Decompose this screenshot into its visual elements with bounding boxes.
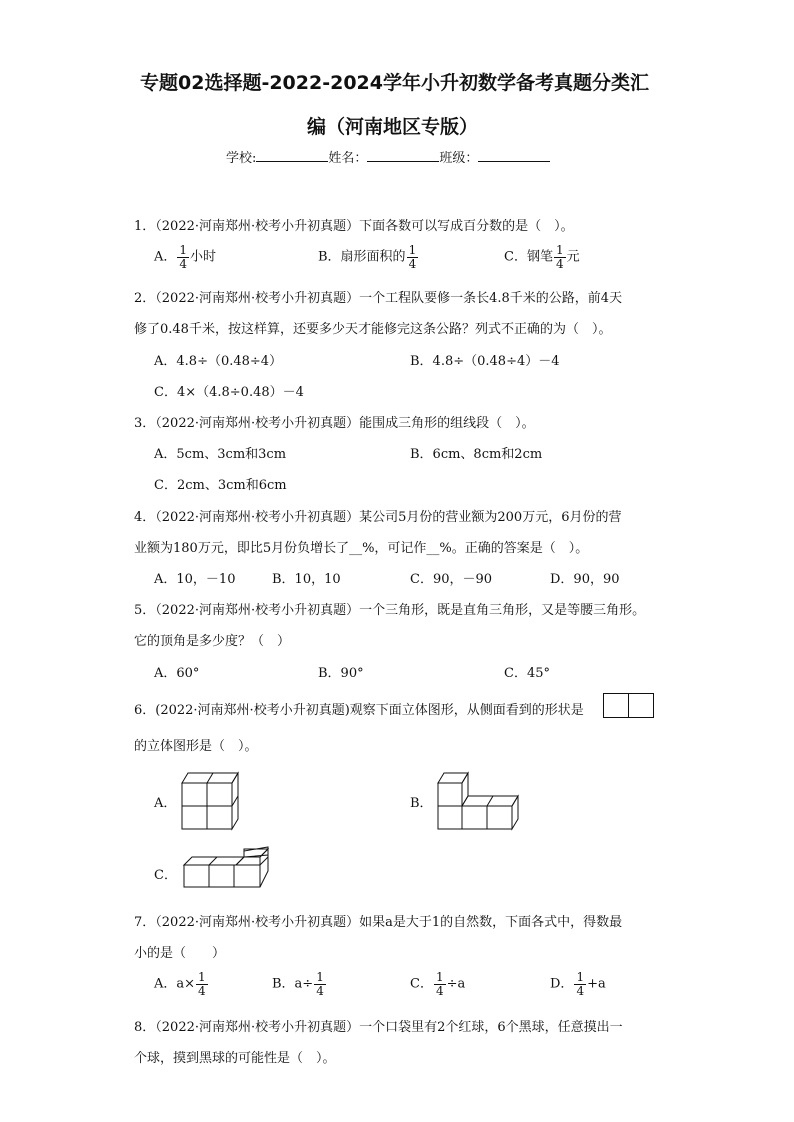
side-view-two-squares-figure (603, 693, 655, 719)
question-8-stem-line-2: 个球，摸到黑球的可能性是（ ）。 (134, 1051, 336, 1066)
question-7-option-d[interactable]: D． $\frac{1}{4}$ +a (550, 970, 606, 998)
name-blank[interactable] (367, 149, 439, 162)
question-4-stem-line-1: 4．（2022·河南郑州·校考小升初真题）某公司5月份的营业额为200万元，6月份的营 (134, 510, 622, 525)
class-label: 班级： (439, 151, 479, 166)
title-line-1: 专题02选择题-2022-2024学年小升初数学备考真题分类汇 (140, 72, 649, 94)
school-blank[interactable] (256, 149, 328, 162)
name-label: 姓名： (328, 151, 368, 166)
question-2-option-c[interactable]: C．4×（4.8÷0.48）－4 (154, 385, 304, 400)
question-7-stem-line-2: 小的是（ ） (134, 946, 226, 961)
cube-figure-c[interactable] (182, 845, 276, 891)
question-5-option-a[interactable]: A．60° (154, 666, 200, 681)
question-2-option-a[interactable]: A．4.8÷（0.48÷4） (154, 354, 283, 369)
question-1-option-b[interactable]: B．扇形面积的 $\frac{1}{4}$ (318, 243, 417, 271)
question-1-stem: 1．（2022·河南郑州·校考小升初真题）下面各数可以写成百分数的是（ ）。 (134, 219, 574, 234)
question-3-option-c[interactable]: C．2cm、3cm和6cm (154, 478, 287, 493)
question-6-option-a[interactable]: A． (154, 796, 177, 811)
question-1-option-a[interactable]: A． $\frac{1}{4}$ 小时 (154, 243, 217, 271)
school-label: 学校: (226, 151, 257, 166)
question-7-stem-line-1: 7．（2022·河南郑州·校考小升初真题）如果a是大于1的自然数，下面各式中，得数最 (134, 915, 623, 930)
question-4-option-c[interactable]: C．90，－90 (410, 572, 493, 587)
cube-figure-b[interactable] (436, 771, 526, 831)
question-5-stem-line-2: 它的顶角是多少度？（ ） (134, 634, 291, 649)
question-6-stem-line-1: 6．(2022·河南郑州·校考小升初真题)观察下面立体图形，从侧面看到的形状是 (134, 703, 584, 718)
question-2-option-b[interactable]: B．4.8÷（0.48÷4）－4 (410, 354, 560, 369)
question-2-stem-line-2: 修了0.48千米，按这样算，还要多少天才能修完这条公路？列式不正确的为（ ）。 (134, 322, 612, 337)
question-3-option-b[interactable]: B．6cm、8cm和2cm (410, 447, 543, 462)
question-3-stem: 3．（2022·河南郑州·校考小升初真题）能围成三角形的组线段（ ）。 (134, 416, 535, 431)
cube-figure-a[interactable] (180, 771, 244, 831)
question-4-option-b[interactable]: B．10，10 (272, 572, 341, 587)
question-5-option-b[interactable]: B．90° (318, 666, 364, 681)
question-4-option-a[interactable]: A．10，－10 (154, 572, 236, 587)
question-6-option-c[interactable]: C． (154, 868, 177, 883)
title-line-2: 编（河南地区专版） (307, 116, 479, 138)
question-6-stem-line-2: 的立体图形是（ ）。 (134, 739, 258, 754)
student-info (226, 147, 550, 166)
question-4-option-d[interactable]: D．90，90 (550, 572, 620, 587)
question-1-option-c[interactable]: C．钢笔 $\frac{1}{4}$ 元 (504, 243, 580, 271)
question-7-option-c[interactable]: C． $\frac{1}{4}$ ÷a (410, 970, 466, 998)
question-3-option-a[interactable]: A．5cm、3cm和3cm (154, 447, 287, 462)
question-5-stem-line-1: 5．（2022·河南郑州·校考小升初真题）一个三角形，既是直角三角形，又是等腰三角形。 (134, 603, 646, 618)
question-7-option-a[interactable]: A．a× $\frac{1}{4}$ (154, 970, 206, 998)
question-2-stem-line-1: 2．（2022·河南郑州·校考小升初真题）一个工程队要修一条长4.8千米的公路，前4天 (134, 291, 623, 306)
question-4-stem-line-2: 业额为180万元，即比5月份负增长了__%，可记作__%。正确的答案是（ ）。 (134, 541, 589, 556)
class-blank[interactable] (478, 149, 550, 162)
question-8-stem-line-1: 8．（2022·河南郑州·校考小升初真题）一个口袋里有2个红球，6个黑球，任意摸出一 (134, 1020, 623, 1035)
question-5-option-c[interactable]: C．45° (504, 666, 550, 681)
question-7-option-b[interactable]: B．a÷ $\frac{1}{4}$ (272, 970, 324, 998)
question-6-option-b[interactable]: B． (410, 796, 433, 811)
